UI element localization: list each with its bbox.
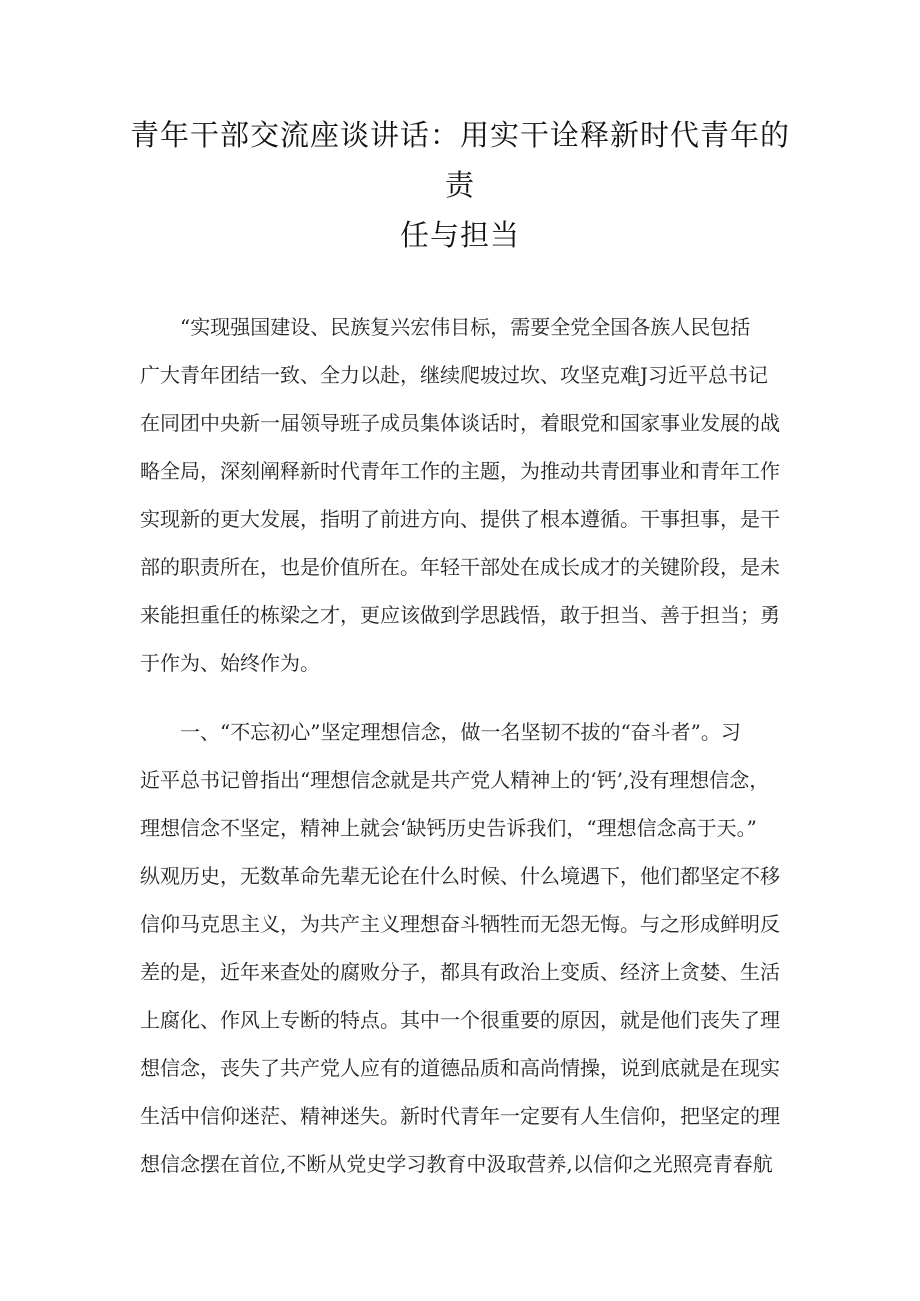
paragraph-line: 于作为、始终作为。 [140, 651, 320, 675]
paragraph-line: 想信念摆在首位,不断从党史学习教育中汲取营养,以信仰之光照亮青春航 [140, 1152, 773, 1176]
paragraph-line: 生活中信仰迷茫、精神迷失。新时代青年一定要有人生信仰，把坚定的理 [140, 1104, 780, 1128]
paragraph-line: 信仰马克思主义，为共产主义理想奋斗牺牲而无怨无悔。与之形成鲜明反 [140, 912, 780, 936]
paragraph-intro [140, 303, 780, 687]
paragraph-line: 近平总书记曾指出“理想信念就是共产党人精神上的‘钙’,没有理想信念， [140, 768, 770, 792]
paragraph-line: 广大青年团结一致、全力以赴，继续爬坡过坎、攻坚克难J习近平总书记 [140, 363, 769, 387]
paragraph-line: 来能担重任的栋梁之才，更应该做到学思践悟，敢于担当、善于担当；勇 [140, 603, 780, 627]
paragraph-line: 部的职责所在，也是价值所在。年轻干部处在成长成才的关键阶段，是未 [140, 555, 780, 579]
paragraph-line: 一、“不忘初心”坚定理想信念，做一名坚韧不拔的“奋斗者”。习 [180, 720, 741, 744]
paragraph-line: 略全局，深刻阐释新时代青年工作的主题，为推动共青团事业和青年工作 [140, 459, 780, 483]
paragraph-line: 上腐化、作风上专断的特点。其中一个很重要的原因，就是他们丧失了理 [140, 1008, 780, 1032]
paragraph-line: “实现强国建设、民族复兴宏伟目标，需要全党全国各族人民包括 [180, 315, 751, 339]
paragraph-line: 在同团中央新一届领导班子成员集体谈话时，着眼党和国家事业发展的战 [140, 411, 780, 435]
paragraph-line: 差的是，近年来查处的腐败分子，都具有政治上变质、经济上贪婪、生活 [140, 960, 780, 984]
title-line: 青年干部交流座谈讲话：用实干诠释新时代青年的责 [130, 118, 791, 202]
document-title [130, 110, 790, 260]
title-line: 任与担当 [399, 218, 520, 252]
paragraph-section-one [140, 708, 780, 1188]
paragraph-line: 实现新的更大发展，指明了前进方向、提供了根本遵循。干事担事，是干 [140, 507, 780, 531]
paragraph-line: 理想信念不坚定，精神上就会‘缺钙历史告诉我们，“理想信念高于天。” [140, 816, 757, 840]
paragraph-line: 纵观历史，无数革命先辈无论在什么时候、什么境遇下，他们都坚定不移 [140, 864, 780, 888]
paragraph-line: 想信念，丧失了共产党人应有的道德品质和高尚情操，说到底就是在现实 [140, 1056, 780, 1080]
